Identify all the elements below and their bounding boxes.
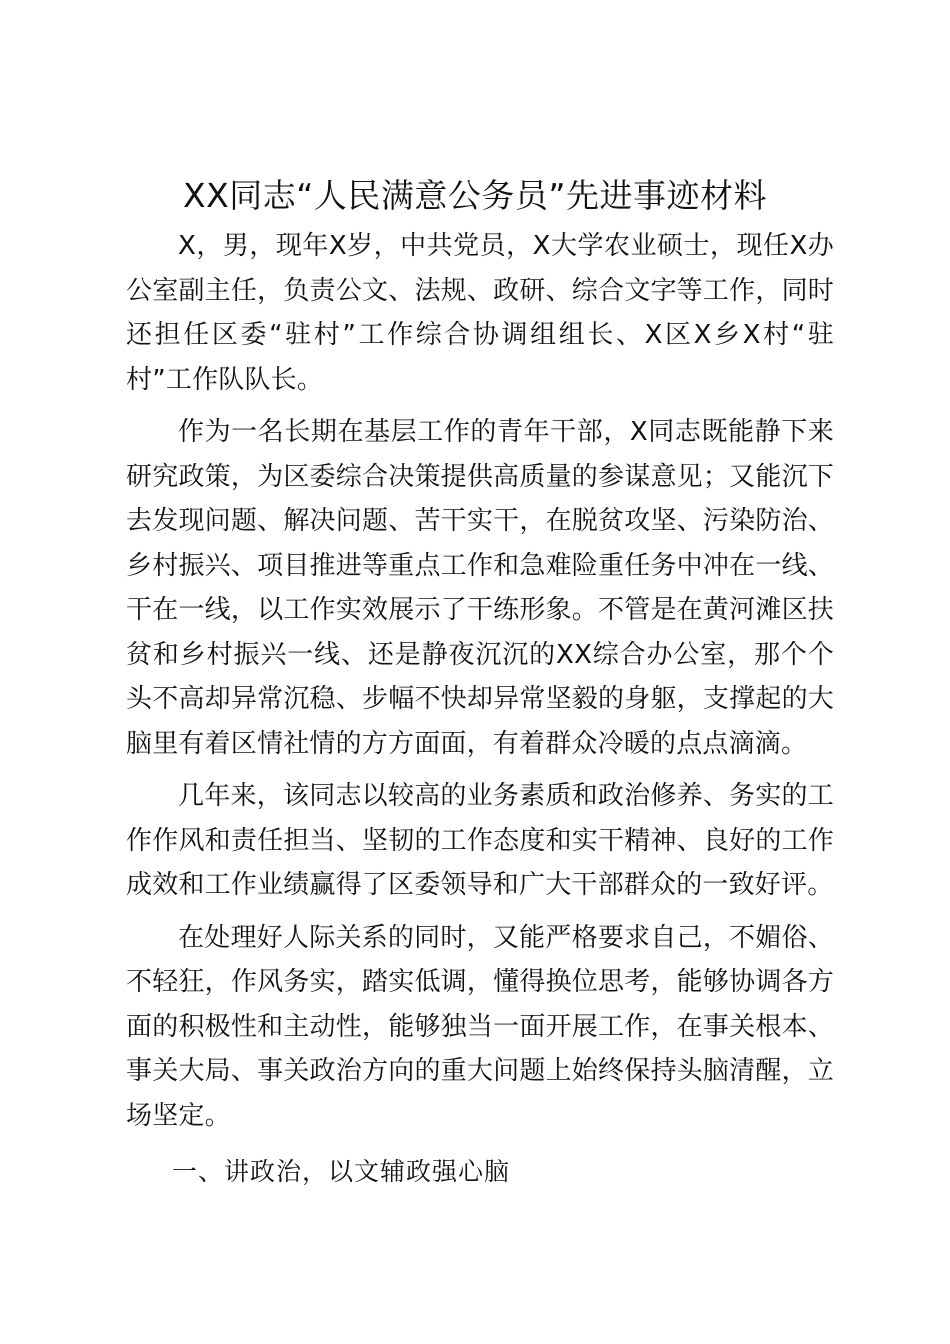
paragraph-intro: X，男，现年X岁，中共党员，X大学农业硕士，现任X办公室副主任，负责公文、法规、政研、综合文字等工作，同时还担任区委“驻村”工作综合协调组组长、X区X乡X村“驻村”工作队队长。 [126, 231, 834, 395]
paragraph-conduct: 在处理好人际关系的同时，又能严格要求自己，不媚俗、不轻狂，作风务实，踏实低调，懂得换位思考，能够协调各方面的积极性和主动性，能够独当一面开展工作，在事关根本、事关大局、事关政治方向的重大问题上始终保持头脑清醒，立场坚定。 [126, 922, 834, 1131]
section-heading: 一、讲政治，以文辅政强心脑 [172, 1157, 511, 1186]
paragraph-deeds: 作为一名长期在基层工作的青年干部，X同志既能静下来研究政策，为区委综合决策提供高质量的参谋意见；又能沉下去发现问题、解决问题、苦干实干，在脱贫攻坚、污染防治、乡村振兴、项目推进等重点工作和急难险重任务中冲在一线、干在一线，以工作实效展示了干练形象。不管是在黄河滩区扶贫和乡村振兴一线、还是静夜沉沉的XX综合办公室，那个个头不高却异常沉稳、步幅不快却异常坚毅的身躯，支撑起的大脑里有着区情社情的方方面面，有着群众冷暖的点点滴滴。 [126, 417, 834, 759]
document-body [126, 224, 834, 1194]
paragraph-evaluation: 几年来，该同志以较高的业务素质和政治修养、务实的工作作风和责任担当、坚韧的工作态度和实干精神、良好的工作成效和工作业绩赢得了区委领导和广大干部群众的一致好评。 [126, 781, 834, 900]
document-title: XX同志“人民满意公务员”先进事迹材料 [183, 176, 767, 215]
